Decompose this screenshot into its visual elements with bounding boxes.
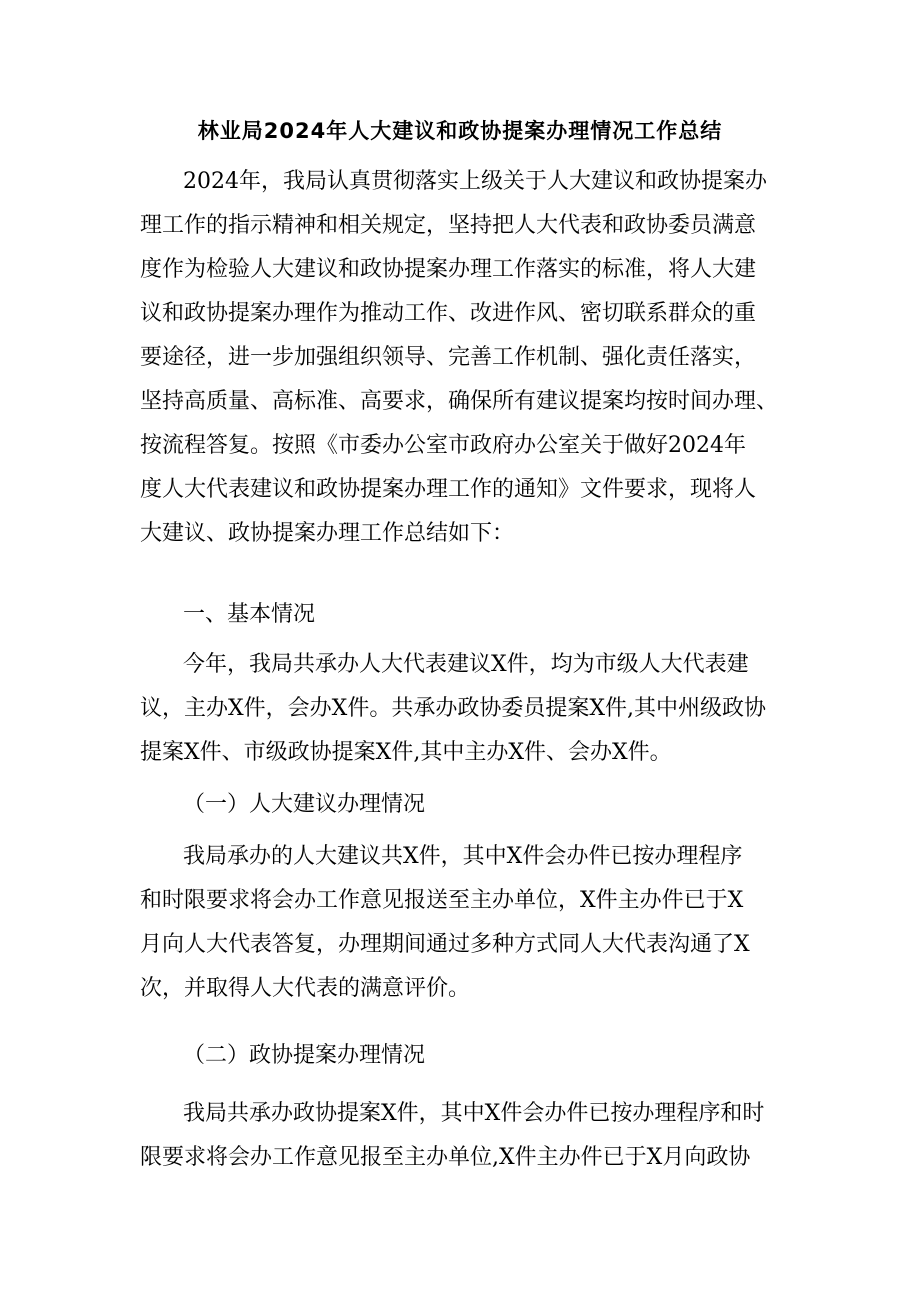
paragraph-line: 坚持高质量、高标准、高要求，确保所有建议提案均按时间办理、 (140, 389, 779, 414)
paragraph-line: 议，主办X件，会办X件。共承办政协委员提案X件,其中州级政协 (140, 696, 766, 721)
paragraph-line: 和时限要求将会办工作意见报送至主办单位，X件主办件已于X (140, 888, 744, 913)
paragraph-line: 月向人大代表答复，办理期间通过多种方式同人大代表沟通了X (140, 932, 750, 957)
document-title: 林业局2024年人大建议和政协提案办理情况工作总结 (197, 119, 723, 143)
paragraph-line: 限要求将会办工作意见报至主办单位,X件主办件已于X月向政协 (140, 1145, 751, 1170)
paragraph-line: 度人大代表建议和政协提案办理工作的通知》文件要求，现将人 (140, 477, 757, 502)
paragraph-line: 按流程答复。按照《市委办公室市政府办公室关于做好2024年 (140, 433, 746, 458)
paragraph-line: 大建议、政协提案办理工作总结如下： (140, 521, 515, 546)
paragraph-line: 我局承办的人大建议共X件，其中X件会办件已按办理程序 (183, 844, 743, 869)
paragraph-line: 度作为检验人大建议和政协提案办理工作落实的标准，将人大建 (140, 257, 757, 282)
subsection-heading: （一）人大建议办理情况 (183, 792, 426, 817)
subsection-heading: （二）政协提案办理情况 (183, 1043, 426, 1068)
paragraph-line: 2024年，我局认真贯彻落实上级关于人大建议和政协提案办 (183, 169, 767, 194)
paragraph-line: 次，并取得人大代表的满意评价。 (140, 976, 471, 1001)
paragraph-line: 我局共承办政协提案X件，其中X件会办件已按办理程序和时 (183, 1101, 765, 1126)
paragraph-line: 理工作的指示精神和相关规定，坚持把人大代表和政协委员满意 (140, 213, 757, 238)
paragraph-line: 今年，我局共承办人大代表建议X件，均为市级人大代表建 (183, 652, 749, 677)
paragraph-line: 提案X件、市级政协提案X件,其中主办X件、会办X件。 (140, 740, 672, 765)
paragraph-line: 议和政协提案办理作为推动工作、改进作风、密切联系群众的重 (140, 301, 757, 326)
section-heading: 一、基本情况 (183, 602, 316, 627)
paragraph-line: 要途径，进一步加强组织领导、完善工作机制、强化责任落实， (140, 345, 757, 370)
